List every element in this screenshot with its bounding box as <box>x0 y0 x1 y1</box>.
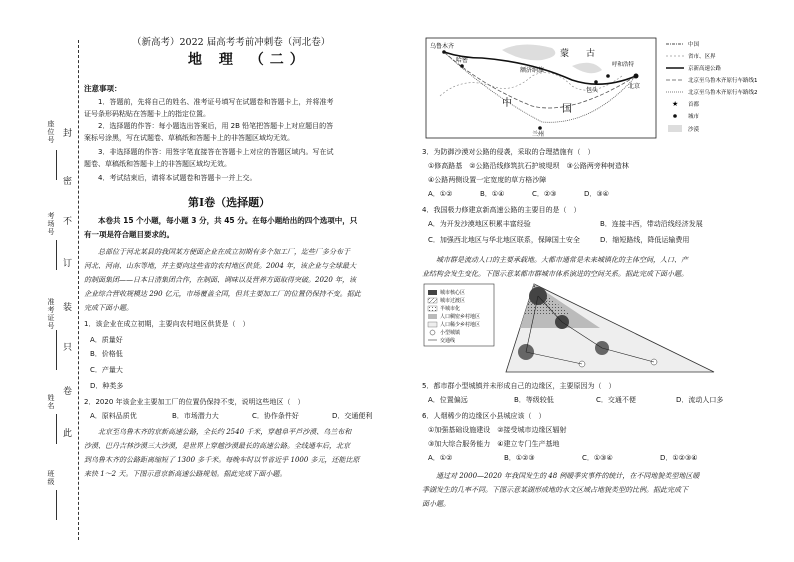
question-stem: 1．该企业在成立初期，主要向农村地区供货是（ ） <box>84 320 250 328</box>
map-label: 蒙 <box>560 49 570 59</box>
city-marker <box>442 50 446 54</box>
map-label: 额济纳旗 <box>520 67 545 74</box>
legend-swatch <box>428 306 437 311</box>
option-b[interactable]: B．连接丰西，带动沿线经济发展 <box>600 220 703 228</box>
binding-char: 密 <box>61 176 71 185</box>
passage-line: 完成下面小题。 <box>84 304 133 312</box>
option-d[interactable]: D．交通便利 <box>332 412 373 420</box>
binding-dashed-line <box>78 40 79 540</box>
option-d[interactable]: D．流动人口多 <box>676 396 724 404</box>
room-number-field[interactable] <box>56 240 57 270</box>
seat-number-field[interactable] <box>56 150 57 180</box>
legend-label: 京新高速公路 <box>688 66 722 72</box>
passage-line: 的制面集团——日本日清集团合作，在制面、调味以及营养方面取得突破。2020 年，该 <box>84 276 357 284</box>
passage-line: 总部位于河北某县的我国某方便面企业在成立初期有多个加工厂，迄些厂多分布于 <box>98 248 350 256</box>
option-a[interactable]: A．①② <box>428 454 453 462</box>
city-marker <box>460 64 464 68</box>
passage-line: 北京至乌鲁木齐的京新高速公路，全长约 2540 千米，穿越阜平芦沙漠、乌兰布和 <box>98 428 352 436</box>
binding-char: 订 <box>61 258 71 267</box>
legend-label: 城市核心区 <box>440 290 466 296</box>
section-title: 第Ⅰ卷（选择题） <box>188 196 271 209</box>
question-stem: 6．人烟稀少的边缘区小县城应该（ ） <box>422 412 546 420</box>
binding-char: 此 <box>61 428 71 437</box>
legend-swatch <box>428 298 437 303</box>
ticket-number-field[interactable] <box>56 330 57 370</box>
option-d[interactable]: D．①②③④ <box>660 454 698 462</box>
name-label: 姓名 <box>47 394 55 410</box>
option-c[interactable]: C．加强西北地区与华北地区联系，保障国土安全 <box>428 236 580 244</box>
passage-line: 面小题。 <box>422 500 450 508</box>
ticket-number-label: 准考证号 <box>47 298 55 330</box>
notice-line: 案标号涂黑，写在试题卷、草稿纸和答题卡上的非答题区域均无效。 <box>84 134 294 142</box>
passage-line: 业结构会发生变化。下图示意某都市群城市体系演进的空间关系。据此完成下面小题。 <box>422 270 688 278</box>
option-b[interactable]: B．①④ <box>480 190 505 198</box>
section-instructions: 本卷共 15 个小题，每小题 3 分，共 45 分。在每小题给出的四个选项中，只 <box>98 216 358 225</box>
map-label: 北京 <box>628 83 641 90</box>
notice-line: 3．非选择题的作答：用签字笔直接答在答题卡上对应的答题区域内。写在试 <box>98 148 334 156</box>
option-c[interactable]: C．②③ <box>532 190 557 198</box>
map-label: 哈密 <box>456 57 469 64</box>
notice-line: 题卷、草稿纸和答题卡上的非答题区域均无效。 <box>84 160 231 168</box>
legend-swatch <box>428 314 437 319</box>
map-label: 呼和浩特 <box>612 62 635 68</box>
legend-swatch <box>428 290 437 295</box>
question-stem: 2．2020 年该企业主要加工厂的位置仍保持不变，说明这些地区（ ） <box>84 398 305 406</box>
passage-line: 沙漠、巴丹吉林沙漠三大沙漠，是世界上穿越沙漠最长的高速公路。全线通车后，北京 <box>84 442 350 450</box>
option-b[interactable]: B．市场潜力大 <box>172 412 219 420</box>
legend-label: 城市过渡区 <box>440 298 466 304</box>
option-d[interactable]: D．③④ <box>584 190 609 198</box>
legend-label: 首都 <box>688 102 700 108</box>
binding-char: 卷 <box>61 386 71 395</box>
map-label: 兰州 <box>532 131 545 138</box>
passage-line: 季湖发生的几率不同。下图示意某湖形成地的水文区域占地貌类型的比例。据此完成下 <box>422 486 688 494</box>
map-label: 乌鲁木齐 <box>430 43 455 50</box>
option-a[interactable]: A．质量好 <box>90 336 123 344</box>
option-b[interactable]: B．等级较低 <box>514 396 554 404</box>
statement-line: ①加强基础设施建设 ②接受城市边缘区辐射 <box>428 426 567 434</box>
question-stem: 5．都市群小型城镇并未形成自己的边缘区，主要原因为（ ） <box>422 382 616 390</box>
legend-label: 人口稠密乡村地区 <box>440 314 481 320</box>
option-b[interactable]: B．价格低 <box>90 350 123 358</box>
option-d[interactable]: D．缩短路线，降低运输费用 <box>600 236 690 244</box>
legend-label: 沙漠 <box>688 127 700 133</box>
room-number-label: 考场号 <box>47 212 55 236</box>
notice-line: 1．答题前，先将自己的姓名、准考证号填写在试题卷和答题卡上，并将准考 <box>98 98 334 106</box>
section-instructions: 有一项是符合题目要求的。 <box>84 230 174 239</box>
legend-swatch <box>668 125 682 132</box>
option-c[interactable]: C．①③④ <box>582 454 613 462</box>
class-field[interactable] <box>56 490 57 520</box>
notice-line: 证号条形码粘贴在答题卡上的指定位置。 <box>84 110 210 118</box>
question-stem: 3．为防御沙漠对公路的侵袭，采取的合理措施有（ ） <box>422 148 595 156</box>
map-legend <box>666 40 758 133</box>
binding-char: 只 <box>61 342 71 351</box>
legend-label: 半城市化 <box>440 306 461 312</box>
binding-char: 封 <box>61 128 71 137</box>
notice-line: 4．考试结束后，请将本试题卷和答题卡一并上交。 <box>98 174 257 182</box>
option-a[interactable]: A．为开发沙漠地区积累丰富经验 <box>428 220 531 228</box>
legend-label: 中国 <box>688 42 700 48</box>
legend-label: 人口稀少乡村地区 <box>440 322 481 328</box>
option-c[interactable]: C．交通不便 <box>596 396 636 404</box>
option-a[interactable]: A．原料品质优 <box>90 412 137 420</box>
map-label: 国 <box>562 104 572 115</box>
name-field[interactable] <box>56 414 57 444</box>
passage-line: 通过对 2000—2020 年我国发生的 48 例暖季灾事件的统计，在不同地貌类型地区暖 <box>436 472 700 480</box>
city-marker <box>538 126 542 130</box>
legend-swatch <box>430 330 435 335</box>
exam-title: （新高考）2022 届高考考前冲刺卷（河北卷） <box>132 37 331 48</box>
passage-line: 河北、河南、山东等地，并主要向这些省的农村地区供货。2004 年，该企业与全球最大 <box>84 262 357 270</box>
option-b[interactable]: B．①②③ <box>504 454 535 462</box>
subject-title: 地 理 （二） <box>188 52 310 68</box>
option-c[interactable]: C．协作条件好 <box>252 412 299 420</box>
question-stem: 4．我国极力修建京新高速公路的主要目的是（ ） <box>422 206 581 214</box>
passage-line: 来快 1～2 天。下图示意京新高速公路规划。据此完成下面小题。 <box>84 470 287 478</box>
passage-line: 城市群是流动人口的主要承载地。大都市通常是未来城镇化的主体空间，人口、产 <box>436 256 688 264</box>
highway-map <box>422 36 766 144</box>
map-label: 古 <box>586 49 596 59</box>
option-c[interactable]: C．产量大 <box>90 366 123 374</box>
legend-label: 省市、区界 <box>688 54 716 60</box>
option-a[interactable]: A．①② <box>428 190 453 198</box>
legend-label: 北京至乌鲁木齐原行车路线2 <box>688 90 758 96</box>
legend-swatch <box>428 322 437 327</box>
binding-char: 不 <box>61 216 71 225</box>
statement-line: ③加大综合服务能力 ④建立专门生产基地 <box>428 440 560 448</box>
passage-line: 企业综合营收规模达 290 亿元，市场覆盖全国，但其主要加工厂的位置仍保持不变。据此 <box>84 290 361 298</box>
city-marker <box>594 80 598 84</box>
seat-number-label: 座位号 <box>47 120 55 144</box>
legend-label: 小型城镇 <box>440 330 461 336</box>
map-label: 包头 <box>586 87 599 94</box>
notice-line: 2．选择题的作答：每小题选出答案后，用 2B 铅笔把答题卡上对应题目的答 <box>98 122 334 130</box>
star-icon: ★ <box>672 100 679 108</box>
legend-swatch <box>673 114 677 118</box>
class-label: 班级 <box>47 470 55 486</box>
legend-label: 交通线 <box>440 338 456 344</box>
notice-heading: 注意事项： <box>84 84 122 93</box>
statement-line: ①修高路基 ②公路沿线修筑抗石护坡堤坝 ③公路两旁种树造林 <box>428 162 629 170</box>
legend-label: 城市 <box>688 114 700 120</box>
urban-system-diagram <box>422 282 722 376</box>
legend-label: 北京至乌鲁木齐原行车路线1 <box>688 78 758 84</box>
city-marker <box>606 74 610 78</box>
map-label: 中 <box>502 98 512 109</box>
option-a[interactable]: A．位置偏远 <box>428 396 468 404</box>
capital-marker <box>634 74 639 79</box>
passage-line: 到乌鲁木齐的公路距离缩短了 1300 多千米。每晚车时以节省近乎 1000 多元，还能比原 <box>84 456 360 464</box>
binding-char: 装 <box>61 302 71 311</box>
option-d[interactable]: D．种类多 <box>90 382 124 390</box>
statement-line: ④公路两侧设置一定宽度的草方格沙障 <box>428 176 547 184</box>
